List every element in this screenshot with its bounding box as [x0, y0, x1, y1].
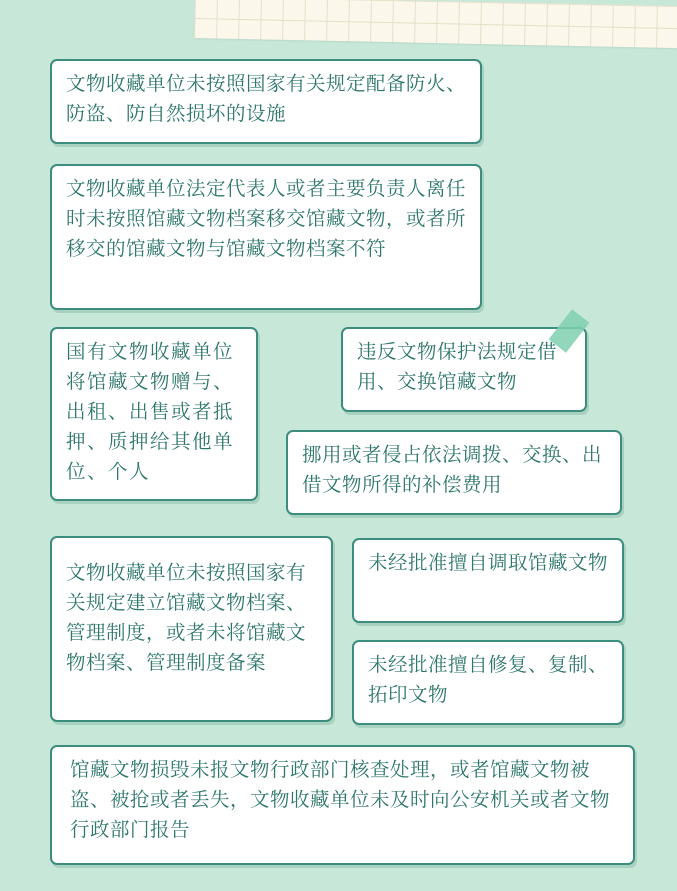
- violation-card-handover-on-departure: [50, 164, 482, 310]
- card-text: 文物收藏单位未按照国家有关规定建立馆藏文物档案、管理制度，或者未将馆藏文物档案、管理制度备案: [66, 561, 307, 674]
- violation-card-damage-theft-report: [50, 745, 635, 865]
- card-text: 文物收藏单位法定代表人或者主要负责人离任时未按照馆藏文物档案移交馆藏文物，或者所移交的馆藏文物与馆藏文物档案不符: [66, 177, 467, 260]
- card-text: 国有文物收藏单位将馆藏文物赠与、出租、出售或者抵押、质押给其他单位、个人: [66, 340, 235, 483]
- violation-card-unauthorized-repair-copy: [352, 640, 624, 725]
- card-text: 未经批准擅自修复、复制、拓印文物: [368, 653, 609, 706]
- violation-card-donate-rent-sell: [50, 327, 258, 501]
- card-text: 未经批准擅自调取馆藏文物: [368, 551, 609, 574]
- violation-card-misappropriate-compensation: [286, 430, 622, 515]
- card-text: 文物收藏单位未按照国家有关规定配备防火、防盗、防自然损坏的设施: [66, 72, 467, 125]
- card-text: 违反文物保护法规定借用、交换馆藏文物: [357, 340, 558, 393]
- violation-card-fire-theft-protection: [50, 59, 482, 144]
- violation-card-archive-management: [50, 536, 333, 722]
- card-text: 挪用或者侵占依法调拨、交换、出借文物所得的补偿费用: [302, 443, 603, 496]
- grid-paper-decoration: [194, 0, 677, 49]
- card-text: 馆藏文物损毁未报文物行政部门核查处理，或者馆藏文物被盗、被抢或者丢失，文物收藏单位未及时向公安机关或者文物行政部门报告: [70, 758, 611, 841]
- violation-card-unauthorized-retrieval: [352, 538, 624, 623]
